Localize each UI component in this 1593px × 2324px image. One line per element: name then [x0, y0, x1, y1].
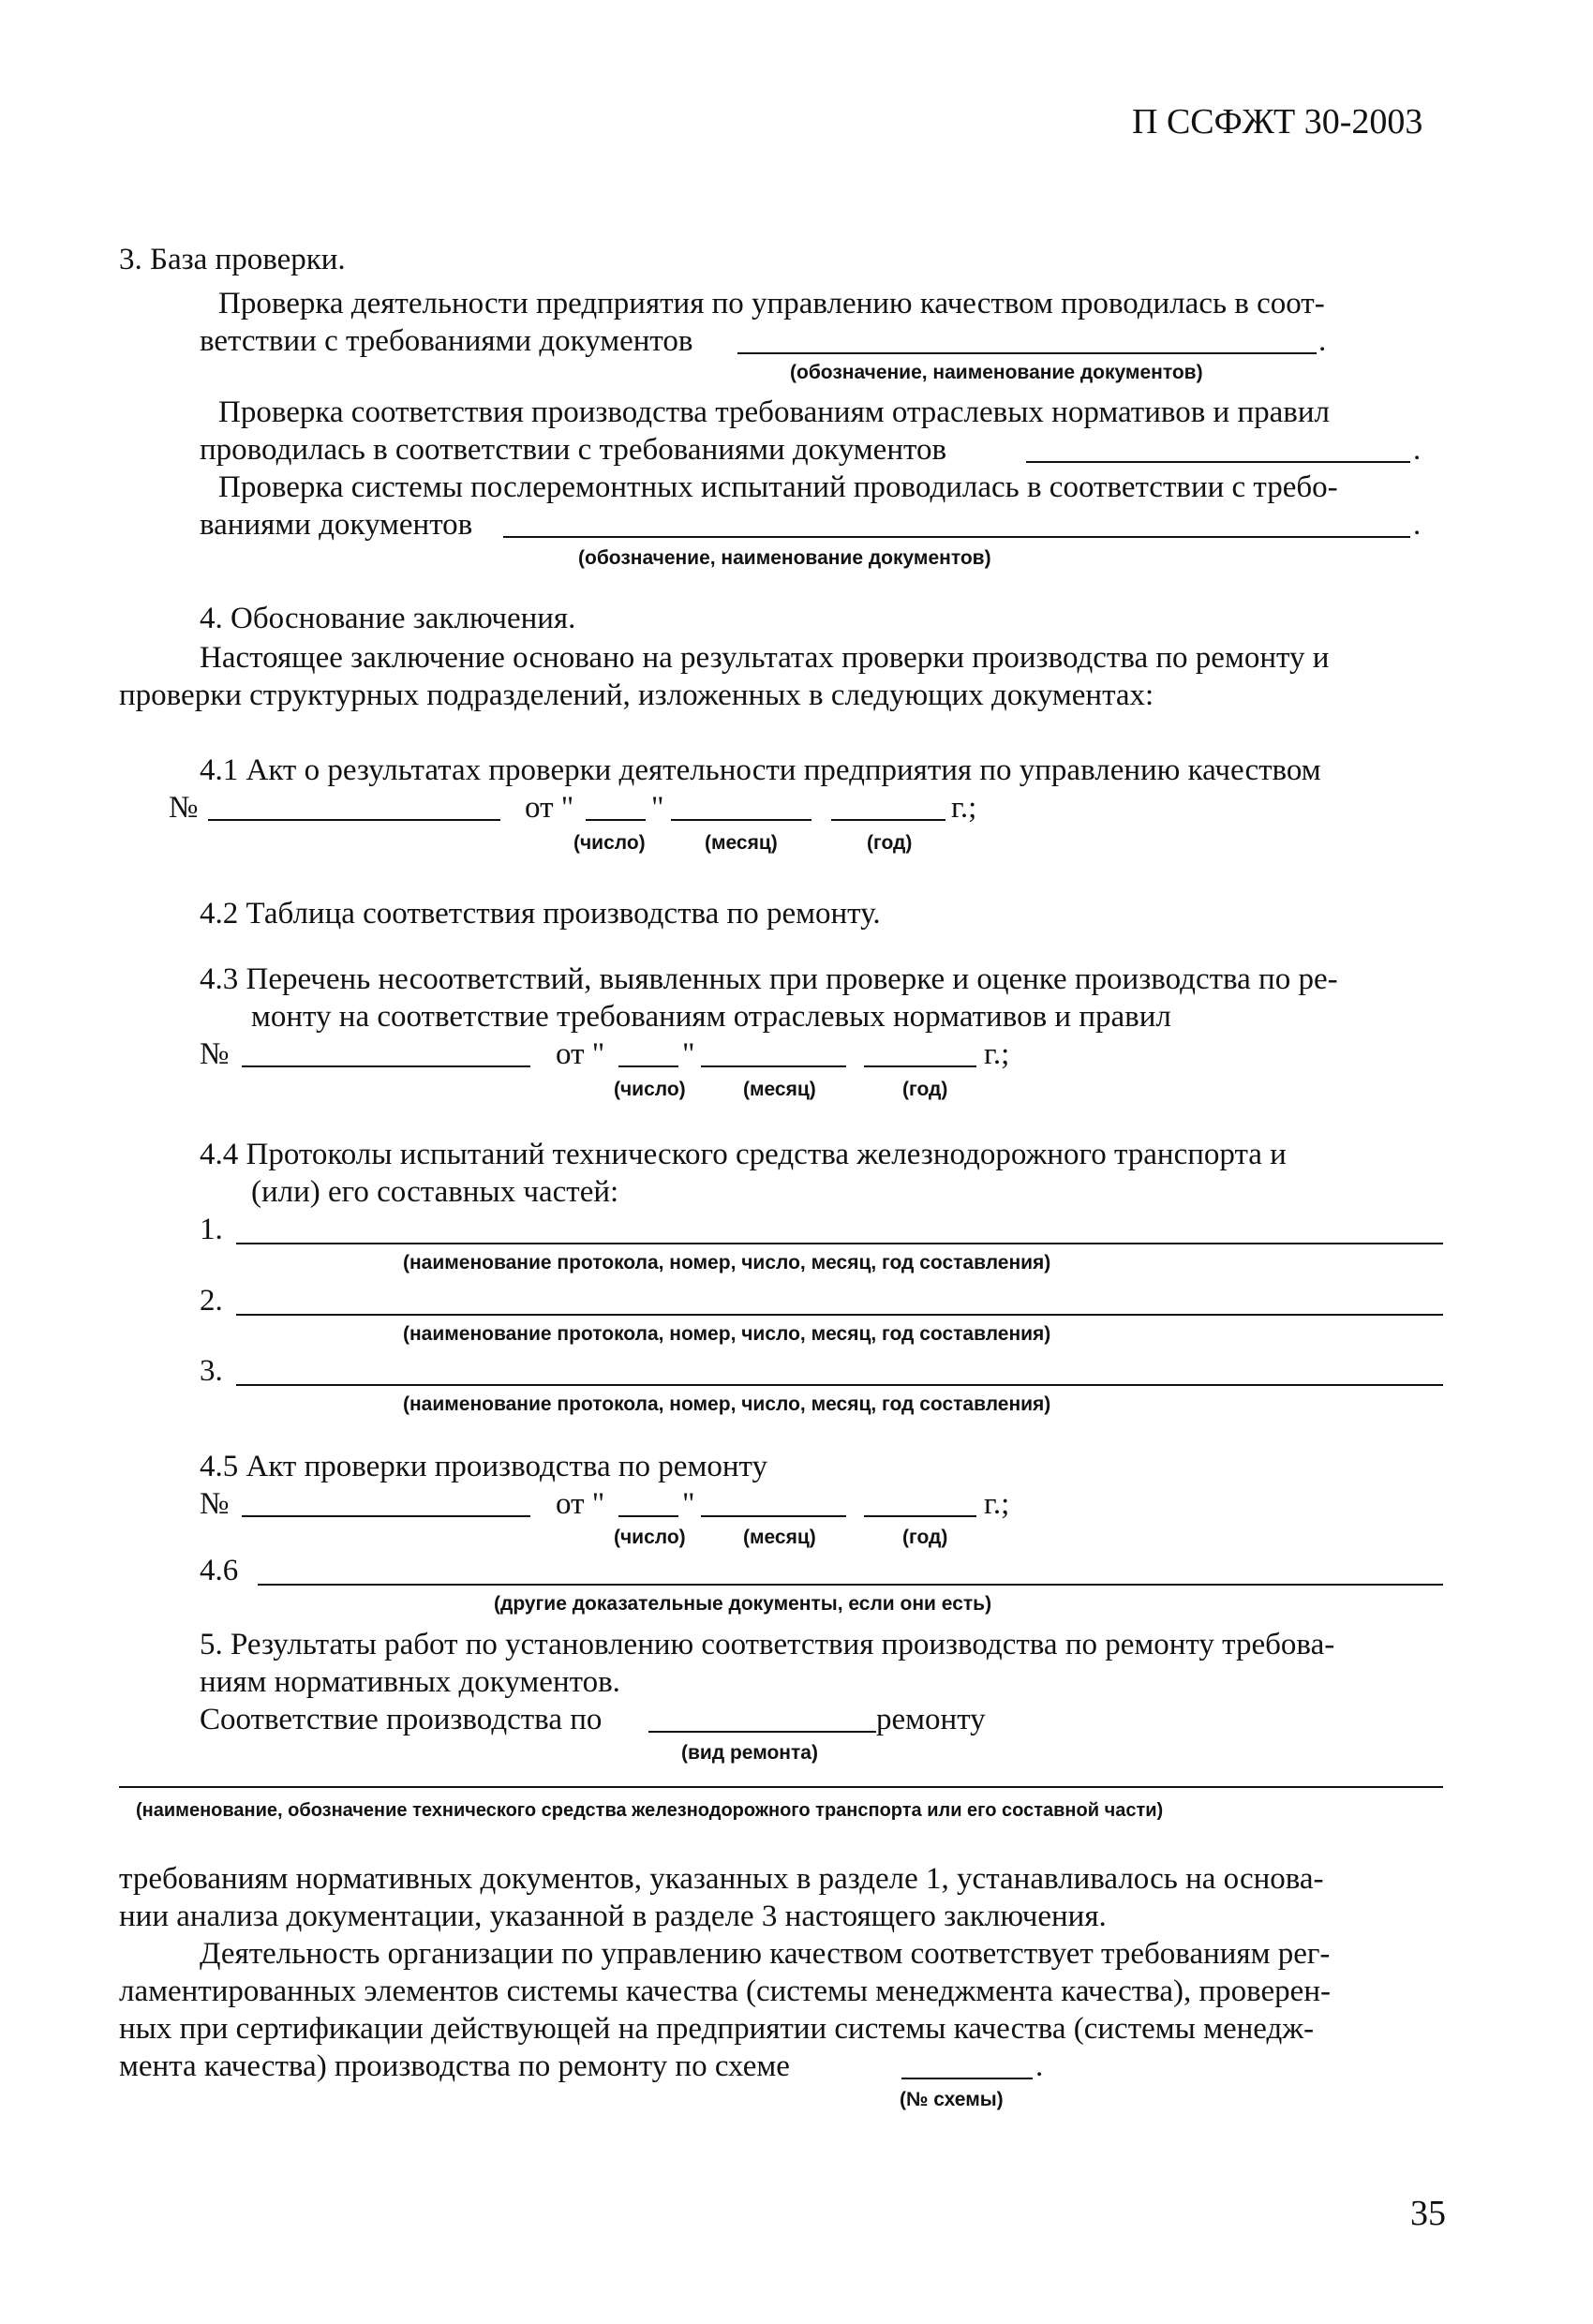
month-field[interactable] — [701, 1515, 846, 1517]
field-caption: (обозначение, наименование документов) — [790, 362, 1203, 383]
section-3-text: проводилась в соответствии с требованиями документов — [200, 433, 947, 467]
field-caption: (вид ремонта) — [681, 1742, 818, 1764]
protocol-number: 3. — [200, 1354, 223, 1388]
period: . — [1035, 2049, 1044, 2083]
year-caption: (год) — [867, 832, 913, 854]
field-caption: (обозначение, наименование документов) — [578, 547, 991, 569]
item-4-3: монту на соответствие требованиям отраслевых нормативов и правил — [251, 1000, 1171, 1034]
section-4-title: 4. Обоснование заключения. — [200, 602, 576, 635]
field-caption: (другие доказательные документы, если они есть) — [494, 1593, 992, 1615]
correspondence-label: ремонту — [876, 1703, 986, 1736]
item-4-2: 4.2 Таблица соответствия производства по ремонту. — [200, 897, 881, 931]
number-sign: № — [200, 1037, 230, 1071]
number-field[interactable] — [242, 1065, 530, 1067]
section-5-text: ламентированных элементов системы качества (системы менеджмента качества), проверен- — [119, 1974, 1331, 2008]
number-field[interactable] — [242, 1515, 530, 1517]
section-3-text: Проверка соответствия производства требованиям отраслевых нормативов и правил — [218, 395, 1330, 429]
number-field[interactable] — [208, 819, 500, 821]
number-sign: № — [169, 791, 199, 825]
protocol-field[interactable] — [236, 1314, 1443, 1316]
section-5-text: мента качества) производства по ремонту по схеме — [119, 2049, 790, 2083]
year-caption: (год) — [902, 1079, 948, 1100]
field-caption: (наименование протокола, номер, число, месяц, год составления) — [403, 1323, 1051, 1345]
section-5-text: ных при сертификации действующей на предприятии системы качества (системы менедж- — [119, 2012, 1315, 2046]
day-field[interactable] — [586, 819, 646, 821]
quote: " — [682, 1487, 695, 1521]
item-4-4: (или) его составных частей: — [251, 1175, 619, 1209]
fill-line[interactable] — [503, 536, 1410, 538]
protocol-field[interactable] — [236, 1384, 1443, 1386]
date-from: от " — [556, 1037, 605, 1071]
section-4-text: проверки структурных подразделений, изложенных в следующих документах: — [119, 678, 1154, 712]
day-field[interactable] — [618, 1515, 678, 1517]
item-4-3: 4.3 Перечень несоответствий, выявленных при проверке и оценке производства по ре- — [200, 962, 1338, 996]
period: . — [1413, 508, 1422, 542]
year-suffix: г.; — [951, 791, 977, 825]
correspondence-label: Соответствие производства по — [200, 1703, 603, 1736]
section-3-text: ветствии с требованиями документов — [200, 324, 693, 358]
year-suffix: г.; — [984, 1037, 1010, 1071]
section-5-text: требованиям нормативных документов, указанных в разделе 1, устанавливалось на основа- — [119, 1862, 1324, 1896]
section-5-text: Деятельность организации по управлению качеством соответствует требованиям рег- — [200, 1937, 1331, 1971]
section-3-text: ваниями документов — [200, 508, 473, 542]
field-caption: (№ схемы) — [900, 2089, 1004, 2110]
month-caption: (месяц) — [705, 832, 778, 854]
number-sign: № — [200, 1487, 230, 1521]
fill-line[interactable] — [1026, 461, 1410, 463]
day-caption: (число) — [614, 1079, 686, 1100]
field-caption: (наименование протокола, номер, число, месяц, год составления) — [403, 1252, 1051, 1274]
document-code: П ССФЖТ 30-2003 — [1132, 102, 1423, 142]
section-5-title: ниям нормативных документов. — [200, 1665, 620, 1699]
section-5-title: 5. Результаты работ по установлению соответствия производства по ремонту требова- — [200, 1628, 1335, 1661]
quote: " — [651, 791, 664, 825]
other-documents-field[interactable] — [258, 1584, 1443, 1586]
section-5-text: нии анализа документации, указанной в разделе 3 настоящего заключения. — [119, 1899, 1107, 1933]
item-4-4: 4.4 Протоколы испытаний технического средства железнодорожного транспорта и — [200, 1138, 1287, 1171]
item-4-6: 4.6 — [200, 1554, 239, 1587]
year-suffix: г.; — [984, 1487, 1010, 1521]
scheme-number-field[interactable] — [901, 2078, 1033, 2079]
quote: " — [682, 1037, 695, 1071]
date-from: от " — [556, 1487, 605, 1521]
day-caption: (число) — [614, 1527, 686, 1548]
month-field[interactable] — [671, 819, 811, 821]
protocol-field[interactable] — [236, 1243, 1443, 1244]
date-from: от " — [525, 791, 574, 825]
month-caption: (месяц) — [743, 1527, 816, 1548]
month-field[interactable] — [701, 1065, 846, 1067]
page-number: 35 — [1410, 2194, 1446, 2233]
field-caption: (наименование, обозначение технического средства железнодорожного транспорта или его составной части) — [136, 1800, 1164, 1821]
section-3-title: 3. База проверки. — [119, 243, 346, 276]
fill-line[interactable] — [737, 352, 1317, 354]
year-field[interactable] — [831, 819, 945, 821]
technical-means-field[interactable] — [119, 1786, 1443, 1788]
month-caption: (месяц) — [743, 1079, 816, 1100]
section-3-text: Проверка системы послеремонтных испытаний проводилась в соответствии с требо- — [218, 470, 1338, 504]
field-caption: (наименование протокола, номер, число, месяц, год составления) — [403, 1393, 1051, 1415]
period: . — [1413, 433, 1422, 467]
item-4-1: 4.1 Акт о результатах проверки деятельности предприятия по управлению качеством — [200, 753, 1321, 787]
period: . — [1318, 324, 1327, 358]
day-caption: (число) — [573, 832, 646, 854]
protocol-number: 1. — [200, 1213, 223, 1246]
year-caption: (год) — [902, 1527, 948, 1548]
year-field[interactable] — [864, 1515, 976, 1517]
section-4-text: Настоящее заключение основано на результатах проверки производства по ремонту и — [200, 641, 1330, 675]
day-field[interactable] — [618, 1065, 678, 1067]
section-3-text: Проверка деятельности предприятия по управлению качеством проводилась в соот- — [218, 287, 1325, 320]
year-field[interactable] — [864, 1065, 976, 1067]
repair-type-field[interactable] — [648, 1731, 876, 1733]
protocol-number: 2. — [200, 1284, 223, 1318]
item-4-5: 4.5 Акт проверки производства по ремонту — [200, 1450, 767, 1483]
